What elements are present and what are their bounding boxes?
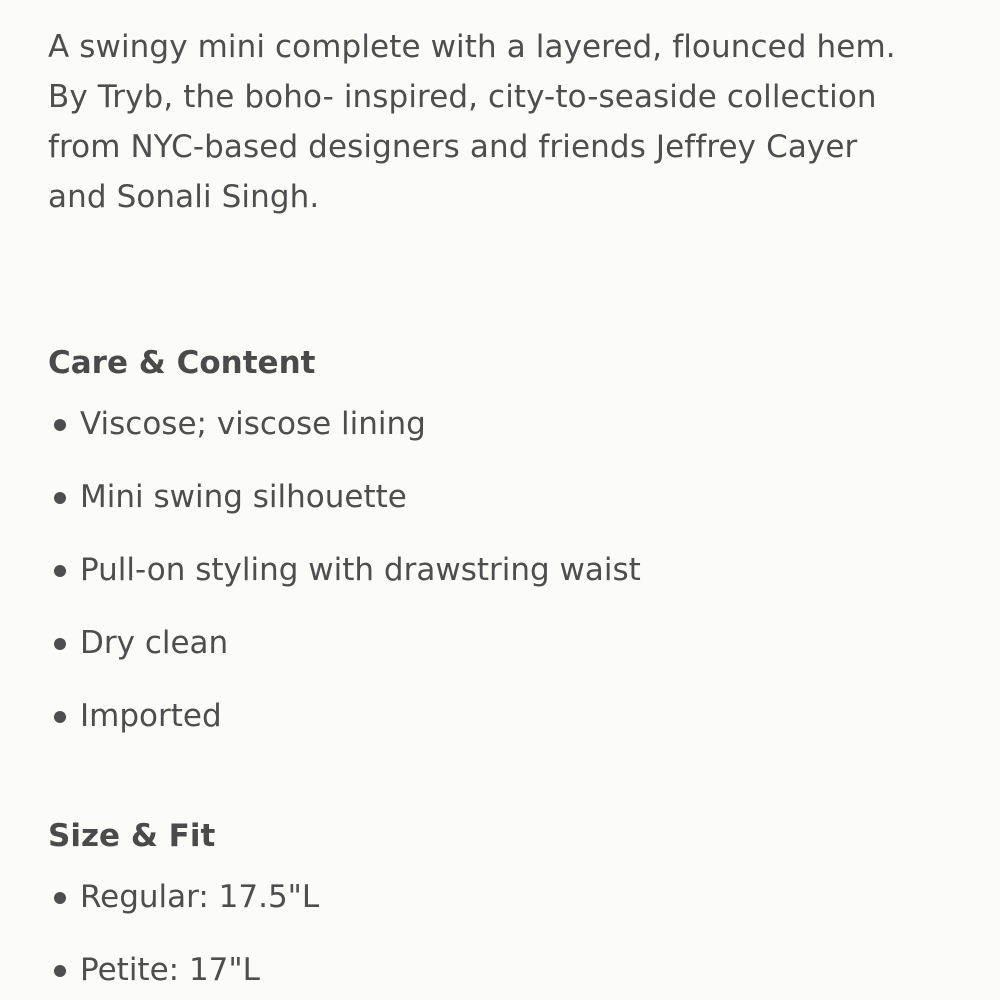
bullet-icon — [54, 419, 66, 431]
care-content-list — [48, 388, 968, 753]
size-fit-heading: Size & Fit — [48, 818, 216, 854]
list-item-text: Petite: 17"L — [80, 952, 260, 988]
bullet-icon — [54, 638, 66, 650]
list-item — [48, 534, 968, 607]
description-line: By Tryb, the boho- inspired, city-to-seaside collection — [48, 79, 877, 115]
list-item-text: Viscose; viscose lining — [80, 406, 426, 442]
list-item — [48, 934, 968, 1000]
list-item-text: Dry clean — [80, 625, 229, 661]
bullet-icon — [54, 892, 66, 904]
bullet-icon — [54, 492, 66, 504]
size-fit-list — [48, 861, 968, 1000]
list-item-text: Regular: 17.5"L — [80, 879, 320, 915]
description-line: and Sonali Singh. — [48, 179, 320, 215]
list-item-text: Pull-on styling with drawstring waist — [80, 552, 641, 588]
product-description — [48, 22, 968, 222]
list-item-text: Mini swing silhouette — [80, 479, 407, 515]
bullet-icon — [54, 711, 66, 723]
list-item-text: Imported — [80, 698, 222, 734]
list-item — [48, 388, 968, 461]
list-item — [48, 680, 968, 753]
list-item — [48, 461, 968, 534]
care-content-heading: Care & Content — [48, 345, 316, 381]
bullet-icon — [54, 965, 66, 977]
description-line: A swingy mini complete with a layered, flounced hem. — [48, 29, 896, 65]
product-details — [48, 22, 968, 1000]
list-item — [48, 607, 968, 680]
bullet-icon — [54, 565, 66, 577]
list-item — [48, 861, 968, 934]
description-line: from NYC-based designers and friends Jeffrey Cayer — [48, 129, 858, 165]
